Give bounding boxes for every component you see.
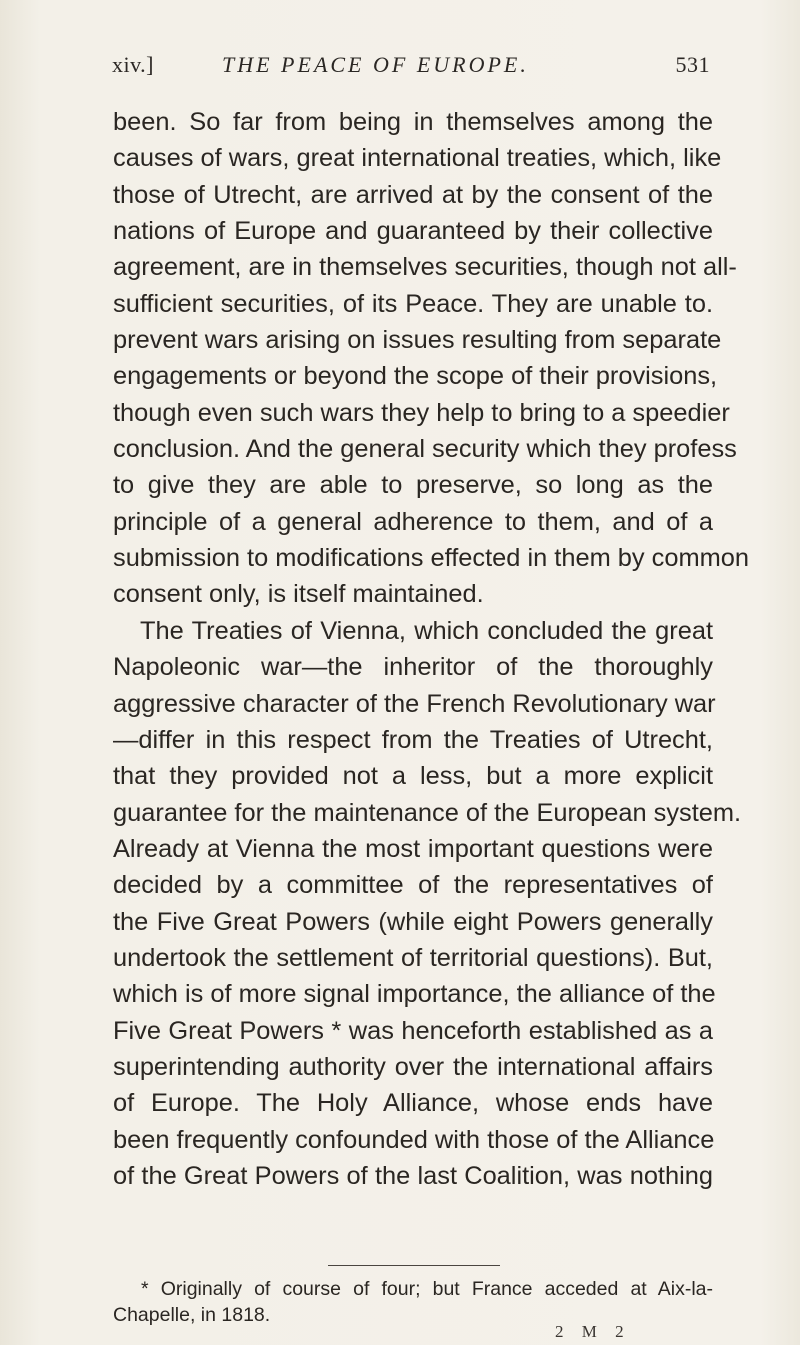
text-line: submission to modifications effected in them by common — [113, 544, 750, 573]
text-line: prevent wars arising on issues resulting from separate — [113, 326, 722, 355]
text-line: Already at Vienna the most important questions were — [113, 834, 713, 863]
text-line: that they provided not a less, but a more explicit — [113, 762, 713, 791]
text-line: nations of Europe and guaranteed by their collective — [113, 217, 713, 246]
text-line: superintending authority over the international affairs — [113, 1052, 713, 1081]
text-line: engagements or beyond the scope of their provisions, — [113, 362, 718, 391]
text-line: undertook the settlement of territorial questions). But, — [113, 943, 713, 972]
running-title: THE PEACE OF EUROPE. — [222, 52, 529, 77]
footnote-line: * Originally of course of four; but France acceded at Aix-la- — [141, 1278, 713, 1300]
signature-mark: 2 M 2 — [555, 1322, 631, 1341]
text-line: Napoleonic war—the inheritor of the thoroughly — [113, 653, 713, 682]
text-line: decided by a committee of the representatives of — [113, 871, 713, 900]
running-header — [112, 52, 710, 82]
text-line: to give they are able to preserve, so long as the — [113, 471, 713, 500]
text-line: aggressive character of the French Revolutionary war — [113, 689, 716, 718]
text-line: Five Great Powers * was henceforth established as a — [113, 1016, 713, 1045]
footnote-rule — [328, 1265, 500, 1266]
text-line: principle of a general adherence to them, and of a — [113, 507, 713, 536]
text-line: guarantee for the maintenance of the European system. — [113, 798, 742, 827]
text-line: the Five Great Powers (while eight Powers generally — [113, 907, 713, 936]
text-line: of the Great Powers of the last Coalition, was nothing — [113, 1161, 713, 1190]
text-line: been frequently confounded with those of the Alliance — [113, 1125, 715, 1154]
text-line: of Europe. The Holy Alliance, whose ends have — [113, 1089, 713, 1118]
text-line: been. So far from being in themselves among the — [113, 108, 713, 136]
text-line: sufficient securities, of its Peace. They are unable to. — [113, 289, 713, 318]
text-line: conclusion. And the general security which they profess — [113, 435, 737, 464]
text-line: which is of more signal importance, the alliance of the — [113, 980, 716, 1009]
text-line: agreement, are in themselves securities, though not all- — [113, 253, 737, 282]
footnote-line: Chapelle, in 1818. — [113, 1304, 271, 1326]
text-line: —differ in this respect from the Treaties of Utrecht, — [113, 725, 713, 754]
body-text — [113, 104, 750, 1194]
paragraph-end-line: consent only, is itself maintained. — [113, 580, 484, 609]
page-number: 531 — [675, 52, 710, 77]
text-line: though even such wars they help to bring to a speedier — [113, 398, 730, 427]
paragraph-start-line: The Treaties of Vienna, which concluded the great — [140, 616, 713, 645]
footnote — [113, 1276, 713, 1328]
text-line: causes of wars, great international treaties, which, like — [113, 144, 722, 173]
chapter-number: xiv.] — [112, 52, 155, 77]
text-line: those of Utrecht, are arrived at by the consent of the — [113, 180, 713, 209]
